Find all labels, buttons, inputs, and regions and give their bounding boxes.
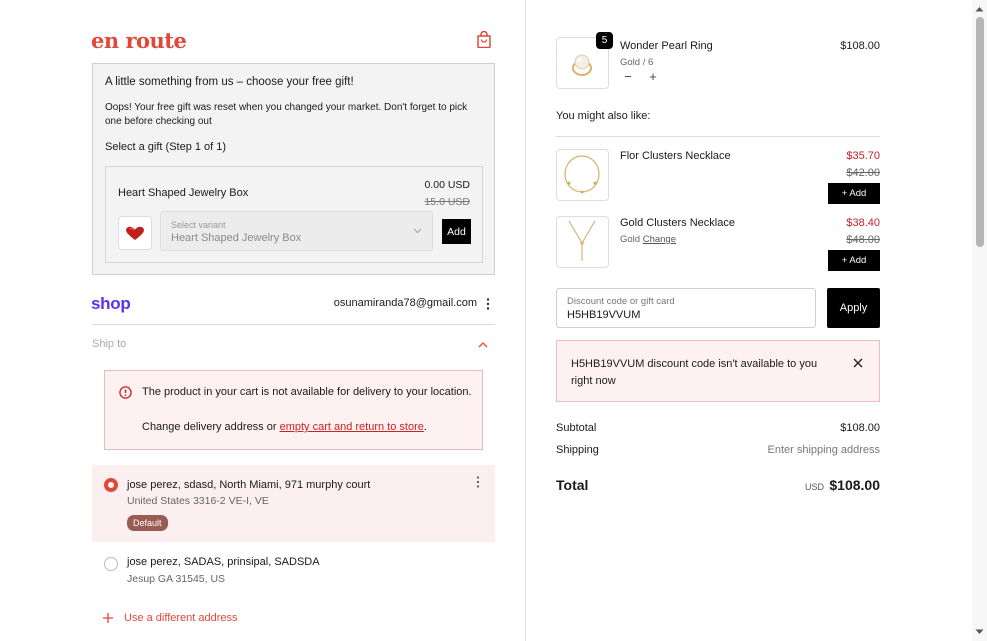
discount-value[interactable]: H5HB19VVUM	[567, 309, 641, 321]
increase-quantity-button[interactable]: +	[649, 69, 657, 84]
shop-pay-logo: shop	[91, 294, 131, 313]
more-options-icon[interactable]	[484, 297, 492, 311]
use-different-address-link[interactable]: Use a different address	[124, 612, 238, 624]
upsell-variant	[620, 234, 676, 245]
empty-cart-link[interactable]: empty cart and return to store	[279, 421, 424, 433]
product-variant: Gold / 6	[620, 57, 654, 68]
shipping-label: Shipping	[556, 444, 599, 456]
gift-thumbnail	[118, 216, 152, 250]
delivery-error-banner	[104, 370, 483, 450]
shopping-bag-icon[interactable]	[476, 31, 492, 48]
gift-warning: Oops! Your free gift was reset when you changed your market. Don't forget to pick one before checking out	[105, 102, 468, 127]
error-suffix: .	[423, 421, 427, 433]
product-name: Wonder Pearl Ring	[620, 40, 713, 52]
upsell-name: Flor Clusters Necklace	[620, 150, 731, 162]
upsell-thumbnail	[556, 216, 609, 268]
upsell-variant-value: Gold	[620, 234, 641, 245]
gift-add-button[interactable]: Add	[442, 219, 471, 244]
scrollbar-thumb[interactable]	[976, 17, 984, 247]
total-value: $108.00	[829, 477, 880, 493]
error-prefix: Change delivery address or	[142, 421, 280, 433]
discount-code-input[interactable]	[556, 288, 816, 328]
brand-logo[interactable]: en route	[91, 28, 187, 53]
heart-box-icon	[124, 225, 146, 241]
chevron-up-icon[interactable]	[477, 341, 489, 349]
address-option-selected[interactable]	[92, 465, 495, 542]
address-line1: jose perez, sdasd, North Miami, 971 murphy court	[127, 479, 371, 491]
address-options-icon[interactable]	[474, 475, 482, 489]
address-line2: United States 3316-2 VE-I, VE	[127, 495, 269, 507]
scroll-up-icon[interactable]	[975, 6, 984, 12]
scroll-down-icon[interactable]	[975, 629, 984, 635]
delivery-error-action	[142, 421, 427, 433]
address-line2: Jesup GA 31545, US	[127, 573, 226, 585]
address-line1[interactable]: jose perez, SADAS, prinsipal, SADSDA	[127, 556, 320, 568]
page-scrollbar[interactable]	[972, 0, 987, 641]
gift-option-card	[105, 166, 483, 263]
gift-price: 0.00 USD	[424, 179, 470, 191]
upsell-compare-price: $48.00	[846, 234, 880, 246]
ship-to-heading[interactable]: Ship to	[92, 338, 127, 350]
quantity-badge: 5	[596, 32, 613, 49]
gift-step: Select a gift (Step 1 of 1)	[105, 141, 227, 153]
total-label: Total	[556, 477, 589, 493]
divider	[556, 136, 880, 137]
discount-error-text: H5HB19VVUM discount code isn't available to you right now	[571, 358, 818, 387]
plus-icon[interactable]	[102, 612, 114, 624]
divider	[92, 324, 495, 325]
chevron-down-icon	[413, 226, 422, 235]
subtotal-label: Subtotal	[556, 422, 597, 434]
upsell-add-button[interactable]: + Add	[828, 183, 880, 204]
upsell-name: Gold Clusters Necklace	[620, 217, 735, 229]
necklace-image	[557, 150, 608, 200]
account-email: osunamiranda78@gmail.com	[333, 297, 477, 309]
upsell-sale-price: $35.70	[846, 150, 880, 162]
change-variant-link[interactable]: Change	[642, 234, 676, 245]
subtotal-value: $108.00	[840, 422, 880, 434]
gift-compare-price: 15.0 USD	[424, 196, 470, 208]
upsell-thumbnail	[556, 149, 609, 201]
variant-value: Heart Shaped Jewelry Box	[171, 232, 302, 244]
discount-error-banner	[556, 340, 880, 402]
upsell-heading: You might also like:	[556, 110, 651, 122]
gift-title: A little something from us – choose your free gift!	[105, 76, 354, 88]
address-radio-selected[interactable]	[104, 478, 118, 492]
variant-select[interactable]	[160, 211, 433, 251]
error-icon	[119, 386, 132, 399]
product-price: $108.00	[840, 40, 880, 52]
address-radio[interactable]	[104, 557, 118, 571]
free-gift-panel	[92, 63, 495, 275]
upsell-sale-price: $38.40	[846, 217, 880, 229]
necklace-image	[557, 217, 608, 267]
gift-item-name: Heart Shaped Jewelry Box	[118, 187, 249, 199]
close-icon[interactable]	[853, 358, 863, 368]
upsell-compare-price: $42.00	[846, 167, 880, 179]
apply-discount-button[interactable]: Apply	[827, 288, 880, 328]
variant-label: Select variant	[171, 220, 226, 230]
shipping-value: Enter shipping address	[767, 444, 880, 456]
discount-label: Discount code or gift card	[567, 296, 675, 307]
default-badge: Default	[127, 515, 168, 531]
total-currency: USD	[805, 482, 825, 492]
decrease-quantity-button[interactable]: −	[624, 69, 632, 84]
upsell-add-button[interactable]: + Add	[828, 250, 880, 271]
delivery-error-text: The product in your cart is not available for delivery to your location.	[142, 386, 472, 398]
